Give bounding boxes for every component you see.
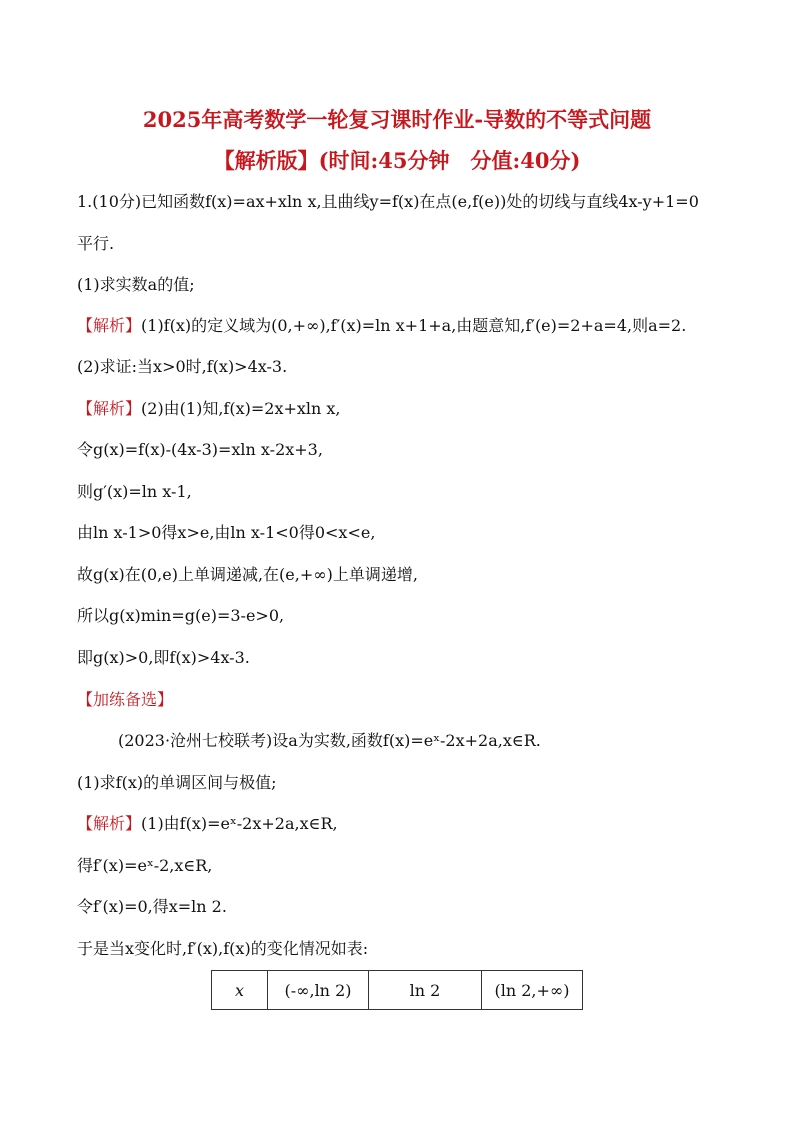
- line-text: 1.(10分)已知函数f(x)=ax+xln x,且曲线y=f(x)在点(e,f(e))处的切线与直线4x-y+1=0: [77, 192, 699, 211]
- line-text: (1)由f(x)=eˣ-2x+2a,x∈R,: [141, 814, 338, 833]
- text-line: [118, 730, 541, 752]
- table-cell: (-∞,ln 2): [268, 971, 369, 1010]
- table-cell: (ln 2,+∞): [482, 971, 583, 1010]
- line-text: 于是当x变化时,f′(x),f(x)的变化情况如表:: [77, 939, 369, 958]
- table-cell: x: [212, 971, 268, 1010]
- table-row: [212, 971, 583, 1010]
- section-label: 【加练备选】: [77, 690, 174, 709]
- line-text: 所以g(x)min=g(e)=3-e>0,: [77, 606, 285, 625]
- line-text: 故g(x)在(0,e)上单调递减,在(e,+∞)上单调递增,: [77, 565, 418, 584]
- text-line: [77, 522, 375, 544]
- line-text: (1)求实数a的值;: [77, 275, 195, 294]
- document-subtitle: 【解析版】(时间:45分钟 分值:40分): [213, 148, 581, 173]
- text-line: [77, 274, 195, 296]
- variation-table: [211, 970, 583, 1010]
- text-line: [77, 356, 287, 378]
- text-line: [77, 896, 227, 918]
- line-text: 则g′(x)=ln x-1,: [77, 482, 192, 501]
- solution-line: [77, 315, 686, 337]
- line-text: (1)f(x)的定义域为(0,+∞),f′(x)=ln x+1+a,由题意知,f′(e)=2+a=4,则a=2.: [141, 316, 687, 335]
- section-label: 【解析】: [77, 399, 142, 418]
- text-line: [77, 772, 277, 794]
- line-text: (2023·沧州七校联考)设a为实数,函数f(x)=eˣ-2x+2a,x∈R.: [118, 731, 541, 750]
- text-line: [77, 481, 192, 503]
- section-label: 【解析】: [77, 316, 142, 335]
- line-text: (1)求f(x)的单调区间与极值;: [77, 773, 277, 792]
- text-line: [77, 564, 418, 586]
- text-line: [77, 855, 212, 877]
- text-line: [77, 605, 284, 627]
- table-cell: ln 2: [369, 971, 482, 1010]
- section-label: 【解析】: [77, 814, 142, 833]
- text-line: [77, 439, 323, 461]
- line-text: 即g(x)>0,即f(x)>4x-3.: [77, 648, 250, 667]
- line-text: 由ln x-1>0得x>e,由ln x-1<0得0<x<e,: [77, 523, 376, 542]
- line-text: 令f′(x)=0,得x=ln 2.: [77, 897, 227, 916]
- solution-line: [77, 398, 341, 420]
- line-text: 得f′(x)=eˣ-2,x∈R,: [77, 856, 213, 875]
- solution-line: [77, 813, 338, 835]
- text-line: [77, 938, 368, 960]
- text-line: [77, 233, 114, 255]
- line-text: 令g(x)=f(x)-(4x-3)=xln x-2x+3,: [77, 440, 323, 459]
- line-text: 平行.: [77, 234, 115, 253]
- line-text: (2)由(1)知,f(x)=2x+xln x,: [141, 399, 341, 418]
- solution-line: [77, 689, 173, 711]
- text-line: [77, 191, 699, 213]
- line-text: (2)求证:当x>0时,f(x)>4x-3.: [77, 357, 288, 376]
- text-line: [77, 647, 250, 669]
- document-title: 2025年高考数学一轮复习课时作业-导数的不等式问题: [142, 107, 652, 132]
